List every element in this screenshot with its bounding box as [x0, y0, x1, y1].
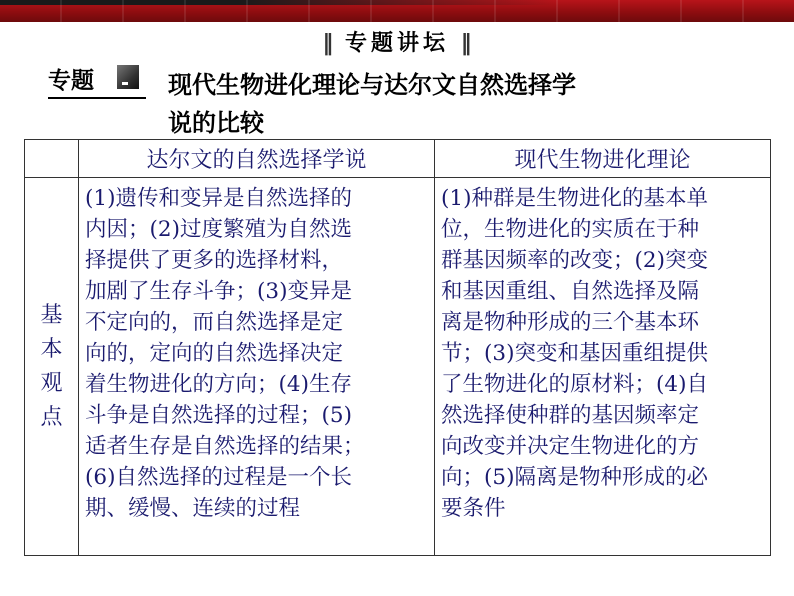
- row-label-char: 基: [40, 302, 63, 328]
- modern-line: 向改变并决定生物进化的方: [441, 434, 700, 459]
- top-banner-gloss: [0, 0, 794, 22]
- row-label-char: 点: [40, 404, 63, 430]
- modern-line: 要条件: [441, 496, 506, 521]
- modern-line: 向；(5)隔离是物种形成的必: [441, 465, 708, 490]
- modern-line: 和基因重组、自然选择及隔: [441, 279, 700, 304]
- row-label-basic-viewpoint: [25, 178, 79, 556]
- darwin-viewpoint-cell: [79, 178, 435, 556]
- modern-line: 离是物种形成的三个基本环: [441, 310, 700, 335]
- top-banner: [0, 0, 794, 22]
- comparison-table: [24, 139, 771, 556]
- darwin-line: 适者生存是自然选择的结果；: [85, 434, 365, 459]
- header-cell-modern: 现代生物进化理论: [435, 140, 771, 178]
- darwin-line: 择提供了更多的选择材料，: [85, 248, 344, 273]
- section-tag-text: 专题讲坛: [344, 31, 449, 56]
- darwin-line: 不定向的，而自然选择是定: [85, 310, 344, 335]
- darwin-line: 向的，定向的自然选择决定: [85, 341, 344, 366]
- modern-line: (1)种群是生物进化的基本单: [441, 186, 708, 211]
- row-label-char: 本: [40, 336, 63, 362]
- modern-viewpoint-cell: [435, 178, 771, 556]
- darwin-line: 内因；(2)过度繁殖为自然选: [85, 217, 352, 242]
- darwin-line: 斗争是自然选择的过程；(5): [85, 403, 352, 428]
- modern-line: 了生物进化的原材料；(4)自: [441, 372, 708, 397]
- table-header-row: [25, 140, 771, 178]
- section-tag-left-bars: ‖: [322, 31, 334, 56]
- darwin-line: 加剧了生存斗争；(3)变异是: [85, 279, 352, 304]
- table-row: [25, 178, 771, 556]
- topic-title: [168, 66, 648, 142]
- header-cell-darwin: 达尔文的自然选择学说: [79, 140, 435, 178]
- section-tag: [0, 26, 794, 57]
- modern-line: 群基因频率的改变；(2)突变: [441, 248, 708, 273]
- header-cell-empty: [25, 140, 79, 178]
- section-tag-right-bars: ‖: [460, 31, 472, 56]
- topic-label: 专题: [48, 62, 146, 99]
- darwin-line: (6)自然选择的过程是一个长: [85, 465, 352, 490]
- darwin-line: (1)遗传和变异是自然选择的: [85, 186, 352, 211]
- row-label-char: 观: [40, 370, 63, 396]
- topic-title-line-1: 现代生物进化理论与达尔文自然选择学: [168, 71, 576, 99]
- topic-title-line-2: 说的比较: [168, 109, 264, 137]
- darwin-line: 期、缓慢、连续的过程: [85, 496, 301, 521]
- darwin-line: 着生物进化的方向；(4)生存: [85, 372, 352, 397]
- topic-number-badge-icon: [117, 65, 139, 89]
- modern-line: 然选择使种群的基因频率定: [441, 403, 700, 428]
- modern-line: 节；(3)突变和基因重组提供: [441, 341, 708, 366]
- modern-line: 位，生物进化的实质在于种: [441, 217, 700, 242]
